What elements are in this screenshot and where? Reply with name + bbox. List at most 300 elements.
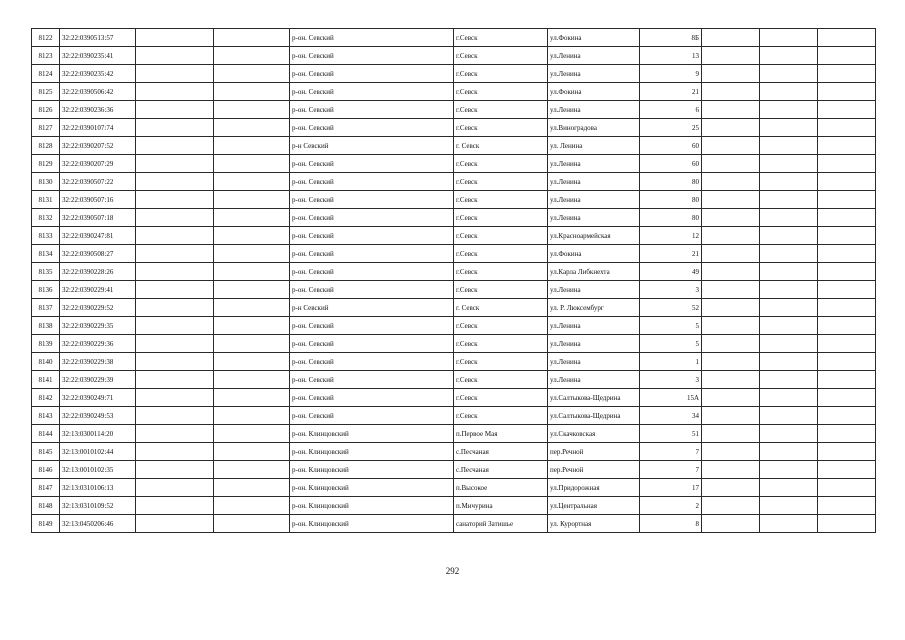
cadastral-number-cell: 32:13:0300114:20 — [60, 425, 136, 443]
empty-cell — [214, 155, 290, 173]
empty-cell — [702, 497, 760, 515]
empty-cell — [702, 47, 760, 65]
empty-cell — [136, 317, 214, 335]
house-number-cell: 3 — [640, 371, 702, 389]
empty-cell — [818, 281, 876, 299]
locality-cell: санаторий Затишье — [454, 515, 548, 533]
row-number-cell: 8135 — [32, 263, 60, 281]
street-cell: ул.Ленина — [548, 281, 640, 299]
empty-cell — [136, 227, 214, 245]
empty-cell — [702, 245, 760, 263]
empty-cell — [702, 407, 760, 425]
empty-cell — [760, 425, 818, 443]
district-cell: р-н Севский — [290, 137, 454, 155]
street-cell: ул.Фокина — [548, 245, 640, 263]
empty-cell — [136, 65, 214, 83]
cadastral-number-cell: 32:22:0390507:16 — [60, 191, 136, 209]
house-number-cell: 8Б — [640, 29, 702, 47]
empty-cell — [702, 335, 760, 353]
locality-cell: г.Севск — [454, 101, 548, 119]
locality-cell: г.Севск — [454, 245, 548, 263]
locality-cell: г.Севск — [454, 407, 548, 425]
empty-cell — [214, 65, 290, 83]
empty-cell — [136, 137, 214, 155]
district-cell: р-он. Севский — [290, 101, 454, 119]
locality-cell: г.Севск — [454, 389, 548, 407]
empty-cell — [760, 173, 818, 191]
empty-cell — [818, 335, 876, 353]
table-row — [32, 155, 876, 173]
district-cell: р-он. Клинцовский — [290, 425, 454, 443]
empty-cell — [760, 281, 818, 299]
row-number-cell: 8140 — [32, 353, 60, 371]
empty-cell — [818, 317, 876, 335]
table-row — [32, 281, 876, 299]
table-row — [32, 245, 876, 263]
empty-cell — [818, 245, 876, 263]
cadastral-number-cell: 32:22:0390507:22 — [60, 173, 136, 191]
empty-cell — [760, 65, 818, 83]
empty-cell — [214, 335, 290, 353]
house-number-cell: 25 — [640, 119, 702, 137]
row-number-cell: 8124 — [32, 65, 60, 83]
row-number-cell: 8122 — [32, 29, 60, 47]
house-number-cell: 15А — [640, 389, 702, 407]
row-number-cell: 8126 — [32, 101, 60, 119]
street-cell: ул.Красноармейская — [548, 227, 640, 245]
row-number-cell: 8146 — [32, 461, 60, 479]
empty-cell — [214, 119, 290, 137]
page-number: 292 — [445, 566, 460, 576]
locality-cell: г. Севск — [454, 137, 548, 155]
empty-cell — [818, 299, 876, 317]
empty-cell — [760, 119, 818, 137]
house-number-cell: 60 — [640, 137, 702, 155]
row-number-cell: 8130 — [32, 173, 60, 191]
table-row — [32, 227, 876, 245]
row-number-cell: 8139 — [32, 335, 60, 353]
locality-cell: г.Севск — [454, 335, 548, 353]
empty-cell — [136, 101, 214, 119]
table-row — [32, 83, 876, 101]
house-number-cell: 5 — [640, 335, 702, 353]
empty-cell — [818, 65, 876, 83]
empty-cell — [702, 353, 760, 371]
table-row — [32, 479, 876, 497]
registry-table — [31, 28, 876, 533]
empty-cell — [818, 101, 876, 119]
row-number-cell: 8148 — [32, 497, 60, 515]
district-cell: р-он. Севский — [290, 47, 454, 65]
empty-cell — [760, 515, 818, 533]
street-cell: ул.Ленина — [548, 173, 640, 191]
cadastral-number-cell: 32:22:0390229:35 — [60, 317, 136, 335]
district-cell: р-он. Севский — [290, 281, 454, 299]
locality-cell: г.Севск — [454, 83, 548, 101]
house-number-cell: 9 — [640, 65, 702, 83]
table-row — [32, 461, 876, 479]
empty-cell — [702, 299, 760, 317]
district-cell: р-он. Севский — [290, 209, 454, 227]
empty-cell — [136, 299, 214, 317]
table-row — [32, 209, 876, 227]
empty-cell — [214, 173, 290, 191]
empty-cell — [214, 83, 290, 101]
house-number-cell: 21 — [640, 245, 702, 263]
locality-cell: г. Севск — [454, 299, 548, 317]
district-cell: р-он. Клинцовский — [290, 515, 454, 533]
table-row — [32, 407, 876, 425]
house-number-cell: 21 — [640, 83, 702, 101]
empty-cell — [702, 191, 760, 209]
street-cell: ул.Ленина — [548, 209, 640, 227]
house-number-cell: 52 — [640, 299, 702, 317]
empty-cell — [136, 335, 214, 353]
row-number-cell: 8125 — [32, 83, 60, 101]
street-cell: ул. Р. Люксембург — [548, 299, 640, 317]
locality-cell: г.Севск — [454, 281, 548, 299]
empty-cell — [214, 137, 290, 155]
locality-cell: г.Севск — [454, 317, 548, 335]
house-number-cell: 7 — [640, 461, 702, 479]
house-number-cell: 12 — [640, 227, 702, 245]
house-number-cell: 80 — [640, 209, 702, 227]
empty-cell — [136, 443, 214, 461]
empty-cell — [702, 137, 760, 155]
table-row — [32, 497, 876, 515]
empty-cell — [760, 209, 818, 227]
street-cell: ул.Салтыкова-Щедрина — [548, 407, 640, 425]
table-row — [32, 101, 876, 119]
row-number-cell: 8142 — [32, 389, 60, 407]
house-number-cell: 13 — [640, 47, 702, 65]
locality-cell: г.Севск — [454, 65, 548, 83]
row-number-cell: 8131 — [32, 191, 60, 209]
district-cell: р-он. Клинцовский — [290, 497, 454, 515]
table-row — [32, 47, 876, 65]
street-cell: ул.Ленина — [548, 371, 640, 389]
empty-cell — [702, 281, 760, 299]
house-number-cell: 34 — [640, 407, 702, 425]
empty-cell — [702, 389, 760, 407]
district-cell: р-он. Севский — [290, 245, 454, 263]
house-number-cell: 60 — [640, 155, 702, 173]
empty-cell — [136, 155, 214, 173]
cadastral-number-cell: 32:22:0390513:57 — [60, 29, 136, 47]
house-number-cell: 5 — [640, 317, 702, 335]
empty-cell — [818, 191, 876, 209]
street-cell: ул.Карла Либкнехта — [548, 263, 640, 281]
street-cell: ул.Ленина — [548, 47, 640, 65]
house-number-cell: 49 — [640, 263, 702, 281]
empty-cell — [702, 65, 760, 83]
empty-cell — [214, 371, 290, 389]
empty-cell — [760, 317, 818, 335]
cadastral-number-cell: 32:22:0390107:74 — [60, 119, 136, 137]
locality-cell: г.Севск — [454, 155, 548, 173]
district-cell: р-он. Севский — [290, 191, 454, 209]
empty-cell — [214, 101, 290, 119]
empty-cell — [818, 389, 876, 407]
empty-cell — [136, 515, 214, 533]
empty-cell — [214, 245, 290, 263]
empty-cell — [702, 155, 760, 173]
cadastral-number-cell: 32:22:0390207:29 — [60, 155, 136, 173]
empty-cell — [214, 263, 290, 281]
cadastral-number-cell: 32:22:0390228:26 — [60, 263, 136, 281]
street-cell: ул.Ленина — [548, 65, 640, 83]
empty-cell — [760, 335, 818, 353]
street-cell: пер.Речной — [548, 461, 640, 479]
empty-cell — [818, 461, 876, 479]
empty-cell — [760, 47, 818, 65]
empty-cell — [214, 209, 290, 227]
locality-cell: г.Севск — [454, 47, 548, 65]
table-row — [32, 173, 876, 191]
district-cell: р-он. Клинцовский — [290, 461, 454, 479]
district-cell: р-он. Севский — [290, 83, 454, 101]
cadastral-number-cell: 32:13:0010102:44 — [60, 443, 136, 461]
cadastral-number-cell: 32:22:0390247:81 — [60, 227, 136, 245]
empty-cell — [818, 173, 876, 191]
empty-cell — [136, 389, 214, 407]
table-row — [32, 443, 876, 461]
row-number-cell: 8143 — [32, 407, 60, 425]
house-number-cell: 17 — [640, 479, 702, 497]
empty-cell — [702, 425, 760, 443]
locality-cell: г.Севск — [454, 353, 548, 371]
district-cell: р-он. Севский — [290, 65, 454, 83]
house-number-cell: 2 — [640, 497, 702, 515]
street-cell: ул.Ленина — [548, 191, 640, 209]
registry-table-body — [32, 29, 876, 533]
street-cell: ул.Ленина — [548, 335, 640, 353]
empty-cell — [818, 227, 876, 245]
street-cell: ул. Ленина — [548, 137, 640, 155]
empty-cell — [818, 83, 876, 101]
table-row — [32, 137, 876, 155]
street-cell: ул.Салтыкова-Щедрина — [548, 389, 640, 407]
empty-cell — [818, 497, 876, 515]
empty-cell — [818, 209, 876, 227]
district-cell: р-он. Клинцовский — [290, 443, 454, 461]
cadastral-number-cell: 32:13:0010102:35 — [60, 461, 136, 479]
row-number-cell: 8127 — [32, 119, 60, 137]
locality-cell: п.Высокое — [454, 479, 548, 497]
house-number-cell: 7 — [640, 443, 702, 461]
empty-cell — [136, 353, 214, 371]
table-row — [32, 29, 876, 47]
cadastral-number-cell: 32:22:0390229:39 — [60, 371, 136, 389]
empty-cell — [136, 407, 214, 425]
district-cell: р-он. Севский — [290, 317, 454, 335]
table-row — [32, 263, 876, 281]
empty-cell — [702, 461, 760, 479]
locality-cell: п.Мичурина — [454, 497, 548, 515]
empty-cell — [760, 101, 818, 119]
empty-cell — [136, 191, 214, 209]
empty-cell — [702, 173, 760, 191]
cadastral-number-cell: 32:22:0390229:41 — [60, 281, 136, 299]
table-row — [32, 389, 876, 407]
empty-cell — [136, 119, 214, 137]
empty-cell — [136, 209, 214, 227]
empty-cell — [818, 479, 876, 497]
empty-cell — [702, 227, 760, 245]
empty-cell — [818, 119, 876, 137]
table-row — [32, 65, 876, 83]
cadastral-number-cell: 32:22:0390229:38 — [60, 353, 136, 371]
empty-cell — [214, 299, 290, 317]
locality-cell: с.Песчаная — [454, 443, 548, 461]
locality-cell: г.Севск — [454, 191, 548, 209]
empty-cell — [760, 497, 818, 515]
district-cell: р-он. Севский — [290, 155, 454, 173]
locality-cell: г.Севск — [454, 119, 548, 137]
street-cell: ул.Фокина — [548, 83, 640, 101]
cadastral-number-cell: 32:13:0310109:52 — [60, 497, 136, 515]
empty-cell — [136, 497, 214, 515]
table-row — [32, 371, 876, 389]
row-number-cell: 8137 — [32, 299, 60, 317]
table-row — [32, 353, 876, 371]
house-number-cell: 3 — [640, 281, 702, 299]
empty-cell — [760, 299, 818, 317]
cadastral-number-cell: 32:22:0390507:18 — [60, 209, 136, 227]
district-cell: р-он. Севский — [290, 119, 454, 137]
empty-cell — [214, 47, 290, 65]
empty-cell — [760, 191, 818, 209]
empty-cell — [702, 443, 760, 461]
cadastral-number-cell: 32:22:0390506:42 — [60, 83, 136, 101]
cadastral-number-cell: 32:22:0390508:27 — [60, 245, 136, 263]
empty-cell — [136, 479, 214, 497]
empty-cell — [818, 29, 876, 47]
row-number-cell: 8123 — [32, 47, 60, 65]
empty-cell — [136, 461, 214, 479]
district-cell: р-он. Севский — [290, 353, 454, 371]
empty-cell — [760, 227, 818, 245]
empty-cell — [818, 263, 876, 281]
locality-cell: с.Песчаная — [454, 461, 548, 479]
street-cell: ул.Скачковская — [548, 425, 640, 443]
empty-cell — [214, 29, 290, 47]
empty-cell — [702, 371, 760, 389]
empty-cell — [760, 137, 818, 155]
empty-cell — [214, 227, 290, 245]
district-cell: р-он. Севский — [290, 371, 454, 389]
house-number-cell: 80 — [640, 191, 702, 209]
empty-cell — [760, 371, 818, 389]
empty-cell — [214, 317, 290, 335]
district-cell: р-он. Севский — [290, 335, 454, 353]
empty-cell — [702, 317, 760, 335]
house-number-cell: 51 — [640, 425, 702, 443]
house-number-cell: 8 — [640, 515, 702, 533]
empty-cell — [760, 263, 818, 281]
empty-cell — [136, 245, 214, 263]
locality-cell: г.Севск — [454, 209, 548, 227]
empty-cell — [136, 29, 214, 47]
table-row — [32, 317, 876, 335]
house-number-cell: 6 — [640, 101, 702, 119]
cadastral-number-cell: 32:22:0390236:36 — [60, 101, 136, 119]
empty-cell — [760, 461, 818, 479]
empty-cell — [136, 425, 214, 443]
cadastral-number-cell: 32:22:0390229:52 — [60, 299, 136, 317]
empty-cell — [214, 281, 290, 299]
street-cell: ул.Ленина — [548, 155, 640, 173]
row-number-cell: 8149 — [32, 515, 60, 533]
street-cell: ул.Центральная — [548, 497, 640, 515]
table-row — [32, 425, 876, 443]
row-number-cell: 8129 — [32, 155, 60, 173]
empty-cell — [818, 425, 876, 443]
empty-cell — [760, 245, 818, 263]
locality-cell: г.Севск — [454, 29, 548, 47]
row-number-cell: 8136 — [32, 281, 60, 299]
empty-cell — [702, 101, 760, 119]
house-number-cell: 1 — [640, 353, 702, 371]
empty-cell — [214, 389, 290, 407]
empty-cell — [214, 443, 290, 461]
empty-cell — [702, 479, 760, 497]
district-cell: р-он. Севский — [290, 389, 454, 407]
empty-cell — [214, 191, 290, 209]
empty-cell — [214, 353, 290, 371]
empty-cell — [214, 425, 290, 443]
empty-cell — [818, 137, 876, 155]
table-row — [32, 119, 876, 137]
locality-cell: г.Севск — [454, 263, 548, 281]
table-row — [32, 191, 876, 209]
empty-cell — [136, 83, 214, 101]
empty-cell — [760, 443, 818, 461]
empty-cell — [136, 281, 214, 299]
row-number-cell: 8145 — [32, 443, 60, 461]
empty-cell — [702, 209, 760, 227]
empty-cell — [818, 443, 876, 461]
empty-cell — [214, 479, 290, 497]
empty-cell — [760, 389, 818, 407]
empty-cell — [702, 83, 760, 101]
row-number-cell: 8128 — [32, 137, 60, 155]
district-cell: р-он. Севский — [290, 263, 454, 281]
empty-cell — [760, 155, 818, 173]
empty-cell — [214, 497, 290, 515]
district-cell: р-он. Севский — [290, 173, 454, 191]
cadastral-number-cell: 32:22:0390229:36 — [60, 335, 136, 353]
district-cell: р-н Севский — [290, 299, 454, 317]
empty-cell — [818, 47, 876, 65]
empty-cell — [702, 263, 760, 281]
house-number-cell: 80 — [640, 173, 702, 191]
empty-cell — [818, 155, 876, 173]
empty-cell — [760, 353, 818, 371]
empty-cell — [136, 263, 214, 281]
empty-cell — [760, 29, 818, 47]
cadastral-number-cell: 32:22:0390235:41 — [60, 47, 136, 65]
district-cell: р-он. Севский — [290, 227, 454, 245]
empty-cell — [818, 515, 876, 533]
empty-cell — [760, 407, 818, 425]
empty-cell — [760, 479, 818, 497]
table-row — [32, 299, 876, 317]
cadastral-number-cell: 32:22:0390235:42 — [60, 65, 136, 83]
row-number-cell: 8138 — [32, 317, 60, 335]
empty-cell — [818, 371, 876, 389]
street-cell: ул.Виноградова — [548, 119, 640, 137]
